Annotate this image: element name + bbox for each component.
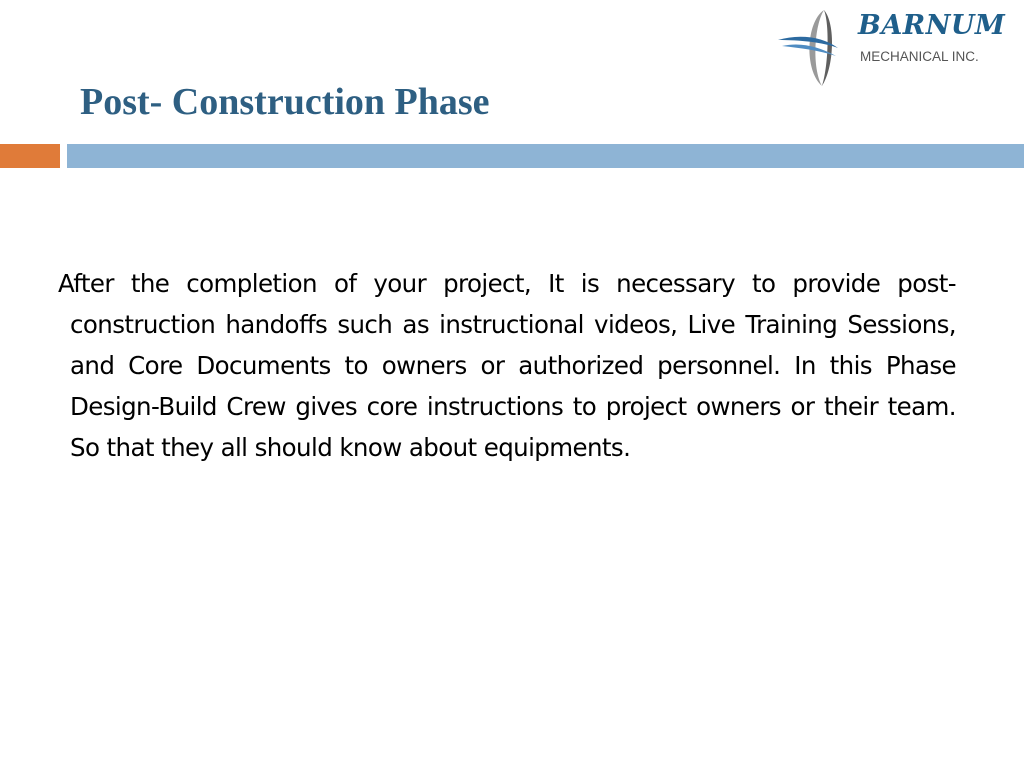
slide-body-text: After the completion of your project, It is necessary to provide post-construction handoffs such as instructional videos, Live Training Sessions, and Core Documents to owners or authorized personnel. In this Phase Design-Build Crew gives core instructions to project owners or their team. So that they all should know about equipments. xyxy=(58,269,956,462)
slide-title: Post- Construction Phase xyxy=(80,81,490,123)
title-accent-bar xyxy=(0,144,60,168)
logo-company-subtitle: MECHANICAL INC. xyxy=(860,49,979,64)
logo-company-name: BARNUM xyxy=(858,10,1006,41)
title-divider-bar xyxy=(67,144,1024,168)
swoosh-logo-icon xyxy=(778,8,858,88)
company-logo xyxy=(778,8,1008,88)
